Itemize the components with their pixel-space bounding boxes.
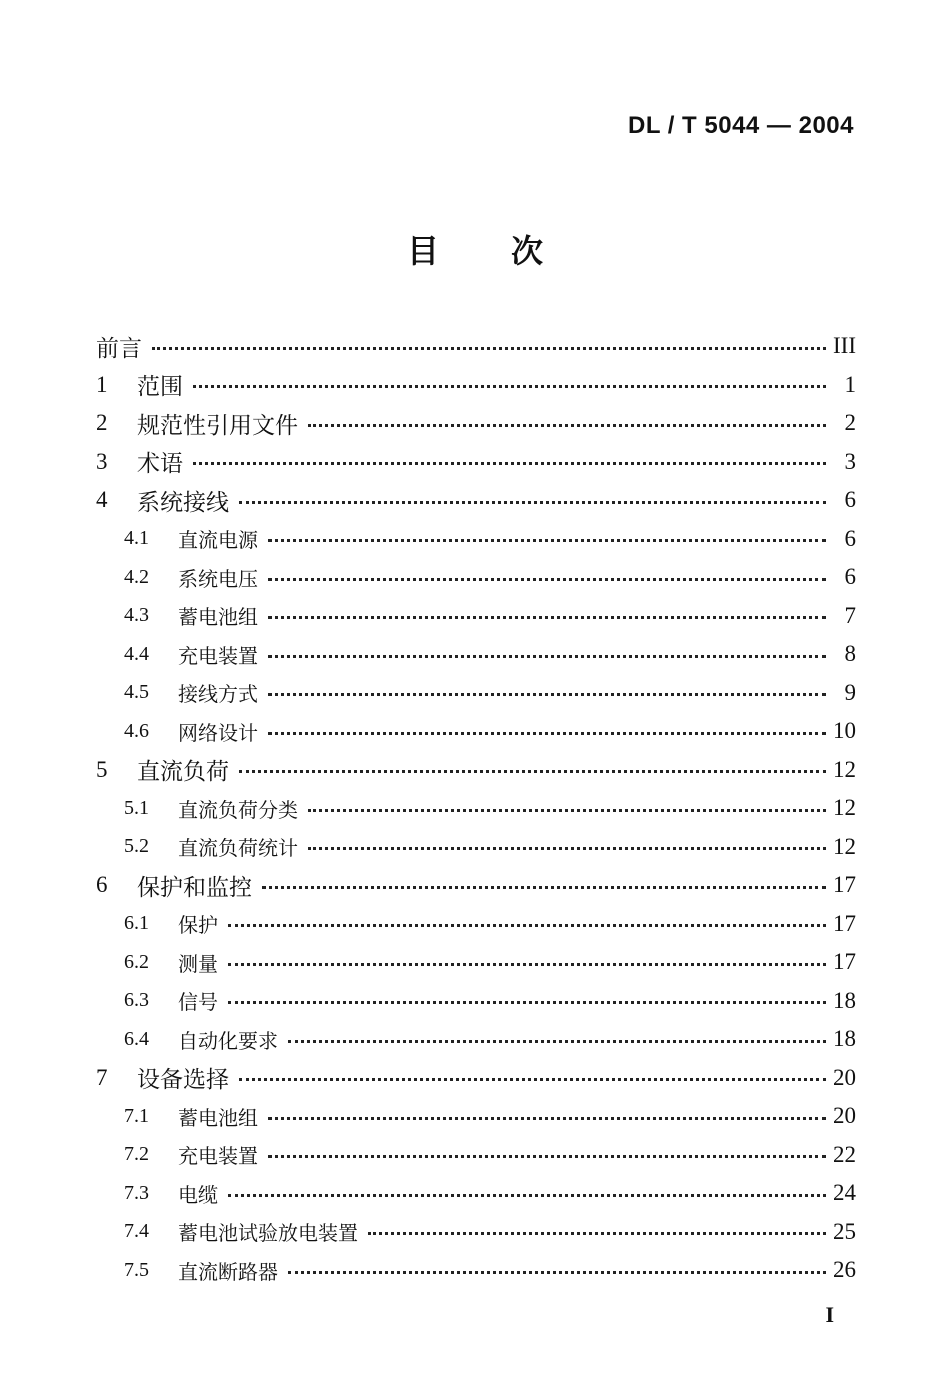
toc-dot-leader xyxy=(288,1271,826,1274)
toc-entry-number: 7 xyxy=(96,1064,108,1090)
toc-entry-label: 保护 xyxy=(178,913,218,938)
toc-entry-label: 充电装置 xyxy=(178,1144,258,1169)
toc-entry-label: 直流负荷 xyxy=(137,759,229,786)
toc-dot-leader xyxy=(308,809,826,812)
toc-title: 目次 xyxy=(406,232,615,270)
toc-entry-page: 18 xyxy=(833,987,856,1013)
toc-entry[interactable] xyxy=(96,366,856,405)
toc-entry-label: 直流电源 xyxy=(178,528,258,553)
toc-entry-label: 电缆 xyxy=(178,1182,218,1207)
toc-dot-leader xyxy=(228,1194,826,1197)
toc-entry-number: 6.2 xyxy=(124,950,149,973)
toc-entry-number: 6 xyxy=(96,872,108,898)
toc-entry-number: 6.4 xyxy=(124,1027,149,1050)
toc-entry-label: 测量 xyxy=(178,951,218,976)
toc-entry[interactable] xyxy=(96,1059,856,1098)
toc-entry[interactable] xyxy=(96,1213,856,1252)
toc-dot-leader xyxy=(268,1117,826,1120)
toc-entry-number: 5.2 xyxy=(124,835,149,858)
toc-entry-page: 24 xyxy=(833,1180,856,1206)
toc-entry-number: 4 xyxy=(96,487,108,513)
toc-entry-label: 系统接线 xyxy=(137,489,229,516)
toc-entry-number: 3 xyxy=(96,448,108,474)
toc-entry-page: 1 xyxy=(844,371,856,397)
toc-entry-number: 4.5 xyxy=(124,681,149,704)
toc-entry[interactable] xyxy=(96,481,856,520)
toc-entry-page: 8 xyxy=(844,641,856,667)
toc-entry-page: 17 xyxy=(833,949,856,975)
toc-entry-label: 规范性引用文件 xyxy=(137,412,298,439)
toc-entry-number: 7.4 xyxy=(124,1220,149,1243)
toc-dot-leader xyxy=(268,539,826,542)
toc-entry-page: 6 xyxy=(844,564,856,590)
toc-entry-number: 4.6 xyxy=(124,719,149,742)
toc-entry-page: 20 xyxy=(833,1103,856,1129)
toc-entry[interactable] xyxy=(96,1174,856,1213)
toc-entry[interactable] xyxy=(96,1251,856,1290)
toc-entry[interactable] xyxy=(96,866,856,905)
toc-entry-page: 6 xyxy=(844,525,856,551)
toc-entry-label: 系统电压 xyxy=(178,566,258,591)
toc-entry-label: 自动化要求 xyxy=(178,1028,278,1053)
toc-entry[interactable] xyxy=(96,443,856,482)
toc-entry-label: 直流断路器 xyxy=(178,1259,278,1284)
toc-entry-page: 2 xyxy=(844,410,856,436)
toc-dot-leader xyxy=(308,424,826,427)
toc-entry-number: 4.2 xyxy=(124,565,149,588)
toc-entry[interactable] xyxy=(96,943,856,982)
toc-dot-leader xyxy=(268,655,826,658)
toc-entry-page: 7 xyxy=(844,602,856,628)
toc-entry-label: 范围 xyxy=(137,374,183,401)
toc-entry[interactable] xyxy=(96,905,856,944)
toc-entry-page: 10 xyxy=(833,718,856,744)
toc-entry-number: 6.1 xyxy=(124,912,149,935)
toc-entry-page: 17 xyxy=(833,910,856,936)
toc-entry[interactable] xyxy=(96,635,856,674)
toc-entry-number: 7.5 xyxy=(124,1258,149,1281)
toc-entry-number: 7.3 xyxy=(124,1181,149,1204)
toc-dot-leader xyxy=(268,732,826,735)
toc-entry-number: 6.3 xyxy=(124,989,149,1012)
toc-dot-leader xyxy=(268,693,826,696)
toc-dot-leader xyxy=(239,501,826,504)
toc-entry-label: 直流负荷统计 xyxy=(178,836,298,861)
toc-dot-leader xyxy=(193,462,826,465)
toc-dot-leader xyxy=(152,347,826,350)
table-of-contents xyxy=(96,327,856,1290)
toc-entry-label: 接线方式 xyxy=(178,682,258,707)
toc-entry-number: 2 xyxy=(96,410,108,436)
toc-entry-label: 蓄电池组 xyxy=(178,1105,258,1130)
toc-entry-page: 25 xyxy=(833,1218,856,1244)
toc-entry-page: III xyxy=(833,333,856,359)
toc-entry-number: 4.1 xyxy=(124,527,149,550)
toc-entry-page: 12 xyxy=(833,833,856,859)
toc-dot-leader xyxy=(368,1232,826,1235)
toc-dot-leader xyxy=(288,1040,826,1043)
toc-entry-page: 12 xyxy=(833,756,856,782)
toc-entry-page: 9 xyxy=(844,679,856,705)
toc-dot-leader xyxy=(228,963,826,966)
toc-entry-label: 保护和监控 xyxy=(137,874,252,901)
toc-dot-leader xyxy=(228,924,826,927)
page-number: I xyxy=(825,1302,834,1327)
toc-dot-leader xyxy=(268,616,826,619)
toc-entry-number: 1 xyxy=(96,371,108,397)
toc-entry[interactable] xyxy=(96,751,856,790)
toc-entry-page: 18 xyxy=(833,1026,856,1052)
toc-entry-page: 6 xyxy=(844,487,856,513)
toc-entry[interactable] xyxy=(96,712,856,751)
toc-entry-number: 7.1 xyxy=(124,1104,149,1127)
toc-entry-page: 17 xyxy=(833,872,856,898)
toc-entry[interactable] xyxy=(96,1136,856,1175)
toc-entry-number: 4.4 xyxy=(124,642,149,665)
toc-entry-label: 蓄电池组 xyxy=(178,605,258,630)
toc-entry[interactable] xyxy=(96,520,856,559)
toc-entry-number: 4.3 xyxy=(124,604,149,627)
toc-entry-number: 5 xyxy=(96,756,108,782)
toc-entry-label: 直流负荷分类 xyxy=(178,797,298,822)
toc-dot-leader xyxy=(268,1155,826,1158)
toc-entry-number: 5.1 xyxy=(124,796,149,819)
toc-entry-page: 22 xyxy=(833,1141,856,1167)
toc-entry[interactable] xyxy=(96,789,856,828)
toc-entry-label: 术语 xyxy=(137,451,183,478)
toc-entry-label: 蓄电池试验放电装置 xyxy=(178,1221,358,1246)
toc-dot-leader xyxy=(239,1078,826,1081)
toc-entry[interactable] xyxy=(96,982,856,1021)
toc-dot-leader xyxy=(239,770,826,773)
toc-dot-leader xyxy=(193,385,826,388)
toc-entry-page: 20 xyxy=(833,1064,856,1090)
toc-entry-number: 7.2 xyxy=(124,1143,149,1166)
toc-entry[interactable] xyxy=(96,327,856,366)
toc-entry[interactable] xyxy=(96,674,856,713)
toc-dot-leader xyxy=(228,1001,826,1004)
standard-code: DL / T 5044 — 2004 xyxy=(627,112,854,139)
toc-entry-page: 3 xyxy=(844,448,856,474)
toc-entry-label: 信号 xyxy=(178,990,218,1015)
toc-dot-leader xyxy=(262,886,826,889)
toc-entry-label: 充电装置 xyxy=(178,643,258,668)
toc-entry-label: 网络设计 xyxy=(178,720,258,745)
toc-entry-page: 12 xyxy=(833,795,856,821)
toc-entry[interactable] xyxy=(96,404,856,443)
toc-entry-label: 前言 xyxy=(96,335,142,362)
toc-entry-label: 设备选择 xyxy=(137,1067,229,1094)
toc-entry[interactable] xyxy=(96,1097,856,1136)
toc-entry-page: 26 xyxy=(833,1257,856,1283)
toc-entry[interactable] xyxy=(96,1020,856,1059)
toc-entry[interactable] xyxy=(96,828,856,867)
toc-entry[interactable] xyxy=(96,597,856,636)
toc-dot-leader xyxy=(308,847,826,850)
toc-dot-leader xyxy=(268,578,826,581)
toc-entry[interactable] xyxy=(96,558,856,597)
